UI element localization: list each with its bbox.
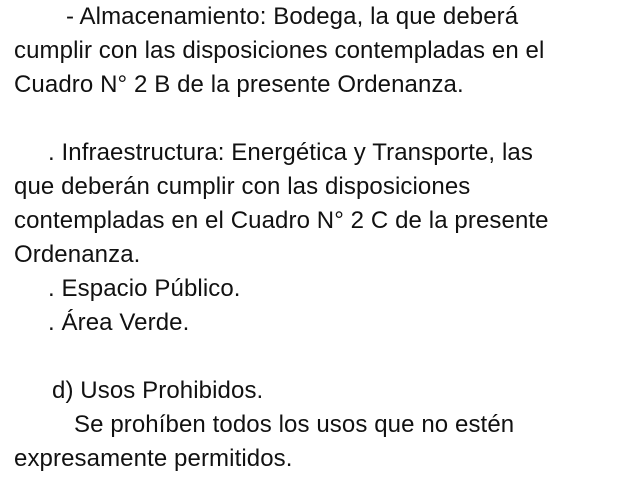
almacenamiento-line-3: Cuadro N° 2 B de la presente Ordenanza.	[14, 71, 464, 98]
infraestructura-line-1: . Infraestructura: Energética y Transporte, las	[48, 139, 533, 166]
area-verde-item: . Área Verde.	[48, 309, 190, 336]
almacenamiento-line-2: cumplir con las disposiciones contempladas en el	[14, 37, 545, 64]
espacio-publico-item: . Espacio Público.	[48, 275, 241, 302]
usos-prohibidos-line-1: Se prohíben todos los usos que no estén	[74, 411, 515, 438]
almacenamiento-line-1: - Almacenamiento: Bodega, la que deberá	[66, 3, 519, 30]
usos-prohibidos-line-2: expresamente permitidos.	[14, 445, 293, 472]
document-body	[14, 0, 639, 476]
infraestructura-line-2: que deberán cumplir con las disposiciones	[14, 173, 471, 200]
infraestructura-line-3: contempladas en el Cuadro N° 2 C de la presente	[14, 207, 549, 234]
infraestructura-line-4: Ordenanza.	[14, 241, 141, 268]
paragraph-spacer	[14, 102, 639, 136]
usos-prohibidos-heading: d) Usos Prohibidos.	[52, 377, 264, 404]
paragraph-spacer	[14, 340, 639, 374]
